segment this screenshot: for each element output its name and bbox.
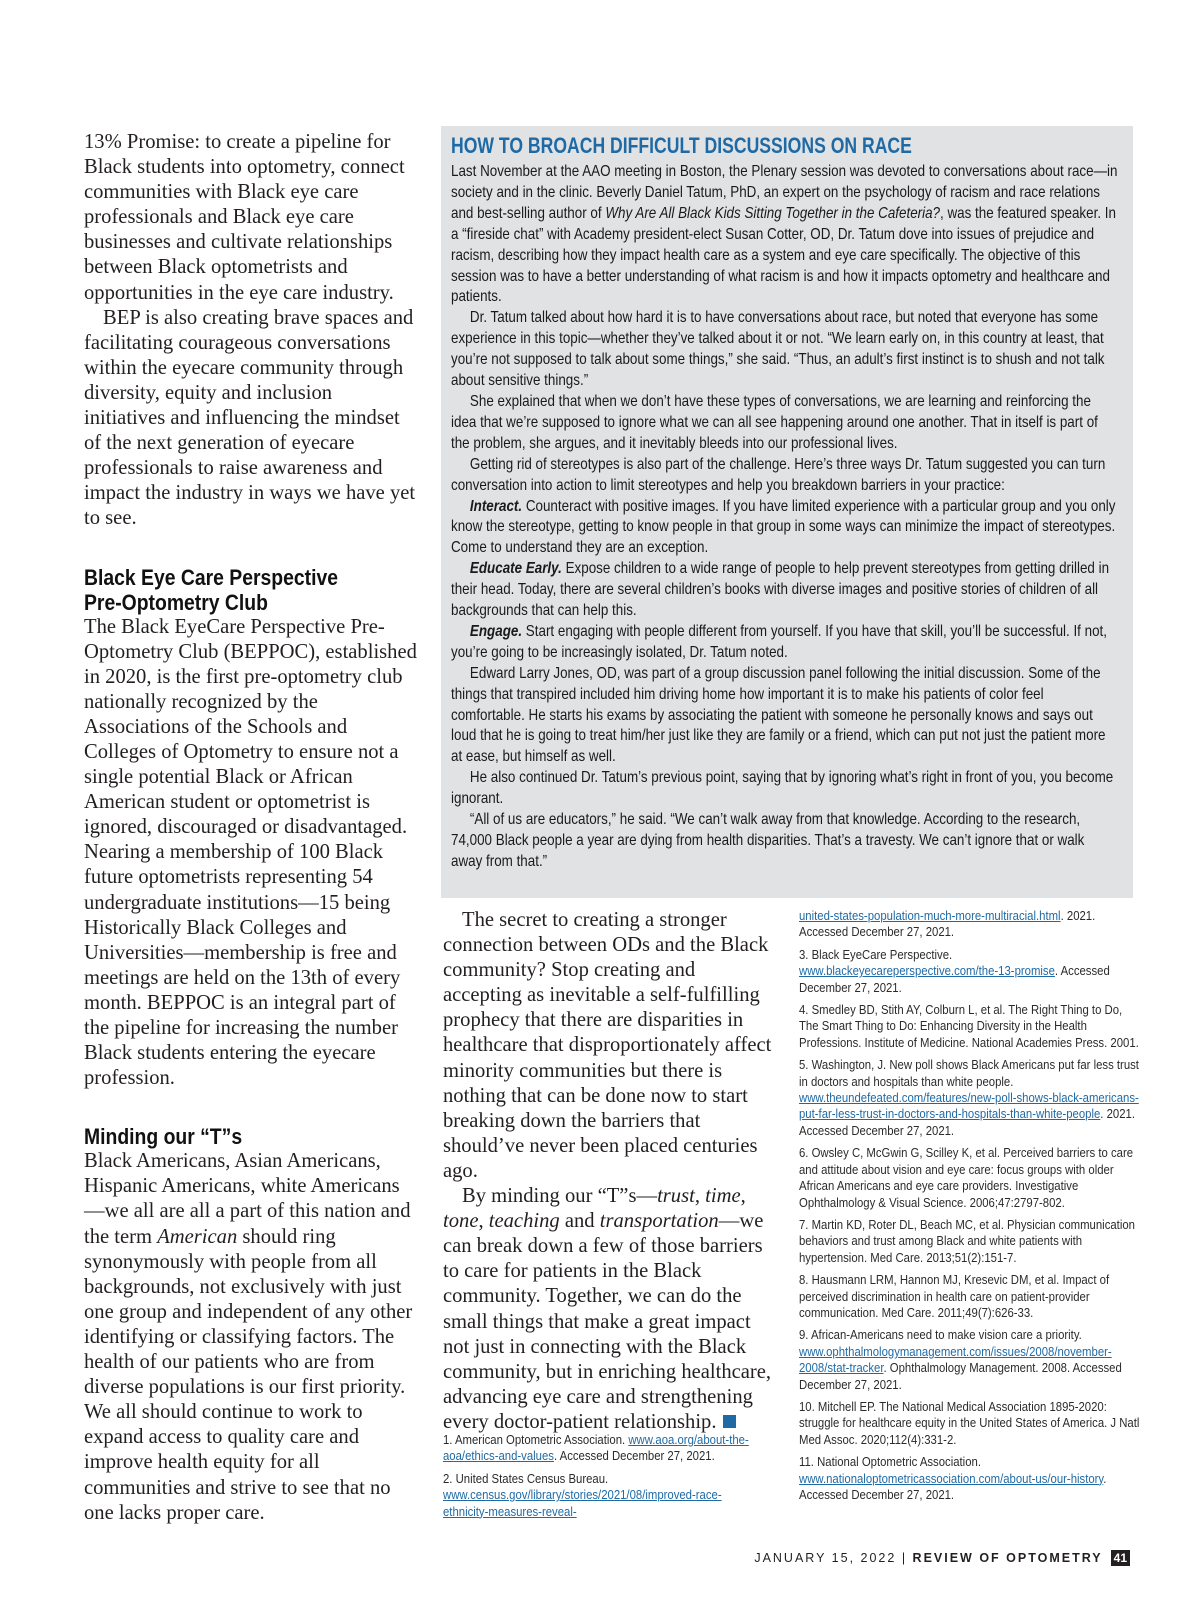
paragraph: The Black EyeCare Perspective Pre-Optometry Club (BEPPOC), established in 2020, is the first pre-optometry club nationally recognized by the Associations of the Schools and Colleges of Optometry to ensure not a single potential Black or African American student or optometrist is ignored, discouraged or disadvantaged. Nearing a membership of 100 Black future optometrists representing 54 undergraduate institutions—15 being Historically Black Colleges and Universities—membership is free and meetings are held on the 13th of every month. BEPPOC is an integral part of the pipeline for increasing the number Black students entering the eyecare profession.: [84, 615, 417, 1090]
text-run: —we can break down a few of those barriers to care for patients in the Black community. Together, we can do the small things that make a great impact not just in connecting with the Black community, but in enriching healthcare, advancing eye care and strengthening every doctor-patient relationship.: [443, 1210, 772, 1433]
text-run: Start engaging with people different from yourself. If you have that skill, you’ll be successful. If not, you’re going to be increasingly isolated, Dr. Tatum noted.: [451, 622, 1108, 661]
reference-item: 4. Smedley BD, Stith AY, Colburn L, et al. The Right Thing to Do, The Smart Thing to Do: Enhancing Diversity in the Health Professions. Institute of Medicine. National Academies Press. 2001.: [799, 1002, 1139, 1050]
sidebar-tip-interact: [451, 497, 1118, 560]
text-run: . 2021. Accessed December 27, 2021.: [799, 1106, 1136, 1138]
reference-link[interactable]: www.nationaloptometricassociation.com/about-us/our-history: [799, 1470, 1104, 1486]
reference-link[interactable]: www.aoa.org/about-the-aoa/ethics-and-values: [443, 1432, 749, 1464]
emphasis: time: [705, 1185, 741, 1208]
sidebar-box: [441, 126, 1133, 898]
reference-item: [799, 947, 1140, 996]
minding-ts-body: [84, 1149, 418, 1525]
text-run: Last November at the AAO meeting in Boston, the Plenary session was devoted to conversations about race—in society and in the clinic. Beverly Daniel Tatum, PhD, an expert on the psychology of racism and race relations and best-selling author of: [451, 163, 1118, 222]
reference-link[interactable]: united-states-population-much-more-multiracial.html: [799, 908, 1061, 923]
tip-label: Educate Early.: [469, 560, 562, 578]
sidebar-tip-educate: [451, 559, 1118, 622]
text-run: 3. Black EyeCare Perspective.: [799, 946, 953, 962]
sidebar-paragraph: Getting rid of stereotypes is also part of the challenge. Here’s three ways Dr. Tatum suggested you can turn conversation into action to limit stereotypes and help you breakdown barriers in your practice:: [451, 455, 1106, 494]
reference-item: [799, 1057, 1140, 1139]
left-body: [84, 130, 418, 532]
sidebar-paragraph: He also continued Dr. Tatum’s previous point, saying that by ignoring what’s right in front of you, you become ignorant.: [451, 769, 1114, 808]
sidebar-paragraph: “All of us are educators,” he said. “We can’t walk away from that knowledge. According to the research, 74,000 Black people a year are dying from health disparities. That’s a travesty. We can’t ignore that or walk away from that.”: [451, 811, 1085, 870]
text-run: . Ophthalmology Management. 2008. Accessed December 27, 2021.: [799, 1360, 1122, 1392]
text-run: Counteract with positive images. If you have limited experience with a particular group and you only know the stereotype, getting to know people in that group in some ways can minimize the impact of stereotypes. Come to understand they are an exception.: [451, 497, 1116, 557]
text-run: 2. United States Census Bureau.: [443, 1470, 609, 1486]
footer-separator: |: [896, 1551, 913, 1565]
middle-body: [443, 908, 773, 1435]
emphasis: tone: [443, 1210, 479, 1233]
text-run: . 2021. Accessed December 27, 2021.: [799, 908, 1096, 940]
emphasis: American: [157, 1225, 238, 1248]
text-run: should ring synonymously with people from all backgrounds, not exclusively with just one group and independent of any other identifying or classifying factors. The health of our patients who are from diverse populations is our first priority. We all should continue to work to expand access to quality care and improve health equity for all communities and strive to see that no one lacks proper care.: [84, 1225, 413, 1524]
reference-link[interactable]: www.ophthalmologymanagement.com/issues/2008/november-2008/stat-tracker: [799, 1343, 1112, 1376]
reference-item: 6. Owsley C, McGwin G, Scilley K, et al. Perceived barriers to care and attitude about vision and eye care: focus groups with older African Americans and eye care providers. Investigative Ophthalmology & Visual Science. 2006;47:2797-802.: [799, 1145, 1134, 1210]
reference-item: [443, 1432, 755, 1465]
tip-label: Interact.: [469, 497, 523, 515]
text-run: Expose children to a wide range of people to help prevent stereotypes from getting drilled in their head. Today, there are several children’s books with diverse images and positive stories of children of all backgrounds that can help this.: [451, 560, 1110, 620]
reference-item: 7. Martin KD, Roter DL, Beach MC, et al. Physician communication behaviors and trust among Black and white patients with hypertension. Med Care. 2013;51(2):151-7.: [799, 1216, 1135, 1265]
text-run: 9. African-Americans need to make vision care a priority.: [799, 1327, 1082, 1343]
end-mark-icon: [723, 1415, 736, 1428]
text-run: . Accessed December 27, 2021.: [799, 963, 1110, 995]
publication-name: REVIEW OF OPTOMETRY: [912, 1551, 1103, 1565]
text-run: 5. Washington, J. New poll shows Black Americans put far less trust in doctors and hospitals than white people.: [799, 1057, 1139, 1089]
reference-item: [799, 1454, 1140, 1503]
text-run: and: [559, 1210, 600, 1233]
reference-item: [799, 1327, 1140, 1393]
paragraph: [84, 1149, 418, 1525]
text-run: By minding our “T”s—: [462, 1185, 658, 1208]
reference-item: [799, 908, 1140, 941]
middle-column: [443, 908, 773, 1435]
sidebar-tip-engage: [451, 622, 1118, 664]
paragraph: 13% Promise: to create a pipeline for Black students into optometry, connect communities with Black eye care professionals and Black eye care businesses and cultivate relationships between Black optometrists and opportunities in the eye care industry.: [84, 131, 405, 304]
references-continued: [799, 908, 1140, 1509]
emphasis: transportation: [599, 1210, 719, 1233]
sidebar-paragraph: Dr. Tatum talked about how hard it is to have conversations about race, but noted that everyone has some experience in this topic—whether they’ve talked about it or not. “We learn early on, in this country at least, that you’re not supposed to talk about some things,” she said. “Thus, an adult’s first instinct is to shush and not talk about sensitive things.”: [451, 309, 1105, 390]
text-run: 11. National Optometric Association.: [799, 1454, 981, 1470]
reference-link[interactable]: www.theundefeated.com/features/new-poll-shows-black-americans-put-far-less-trust-in-doctors-and-hospitals-than-white-people: [799, 1090, 1139, 1122]
paragraph: [443, 1184, 773, 1435]
book-title: Why Are All Black Kids Sitting Together in the Cafeteria?: [605, 204, 941, 222]
page-footer: [754, 1550, 1130, 1566]
sidebar-title: HOW TO BROACH DIFFICULT DISCUSSIONS ON RACE: [451, 133, 912, 158]
text-run: Black Americans, Asian Americans, Hispanic Americans, white Americans—we all are all a part of this nation and the term: [84, 1150, 411, 1248]
references-start: [443, 1432, 755, 1526]
text-run: . Accessed December 27, 2021.: [553, 1448, 715, 1464]
reference-item: [443, 1471, 755, 1520]
emphasis: trust: [657, 1185, 695, 1208]
reference-item: 8. Hausmann LRM, Hannon MJ, Kresevic DM, et al. Impact of perceived discrimination in health care on patient-provider communication. Med Care. 2011;49(7):626-33.: [799, 1272, 1110, 1320]
text-run: , was the featured speaker. In a “fireside chat” with Academy president-elect Susan Cotter, OD, Dr. Tatum dove into issues of prejudice and racism, describing how they impact health care as a system and eye care specifically. The objective of this session was to have a better understanding of what racism is and how it impacts optometry and healthcare and patients.: [451, 204, 1116, 306]
reference-link[interactable]: www.blackeyecareperspective.com/the-13-promise: [799, 963, 1055, 979]
sidebar-paragraph: [451, 162, 1118, 308]
page-number: 41: [1111, 1550, 1130, 1566]
text-run: ,: [694, 1185, 706, 1208]
sidebar-paragraph: She explained that when we don’t have these types of conversations, we are learning and reinforcing the idea that we’re supposed to ignore what we can all see happening around one another. That in itself is part of the problem, she argues, and it inevitably bleeds into our professional lives.: [451, 392, 1098, 452]
tip-label: Engage.: [469, 622, 523, 640]
sidebar-paragraph: Edward Larry Jones, OD, was part of a group discussion panel following the initial discussion. Some of the things that transpired included him driving home how important it is to make his patients of color feel comfortable. He starts his exams by associating the patient with someone he personally knows and says out loud that he is going to treat him/her just like they are family or a friend, which can put not just the patient more at ease, but himself as well.: [451, 664, 1106, 766]
left-column: [84, 130, 418, 1526]
text-run: ,: [740, 1185, 746, 1208]
reference-link[interactable]: www.census.gov/library/stories/2021/08/improved-race-ethnicity-measures-reveal-: [443, 1487, 722, 1519]
paragraph: The secret to creating a stronger connection between ODs and the Black community? Stop creating and accepting as inevitable a self-fulfilling prophecy that there are disparities in healthcare that disproportionately affect minority communities but there is nothing that can be done now to start breaking down the barriers that should’ve never been placed centuries ago.: [443, 909, 772, 1182]
issue-date: JANUARY 15, 2022: [754, 1551, 897, 1565]
sidebar-body: [451, 162, 1118, 873]
text-run: 1. American Optometric Association.: [443, 1432, 629, 1447]
reference-item: 10. Mitchell EP. The National Medical Association 1895-2020: struggle for healthcare equity in the United States of America. J Natl Med Assoc. 2020;112(4):331-2.: [799, 1398, 1140, 1447]
section-heading-beppoc: Black Eye Care Perspective Pre-Optometry Club: [84, 564, 339, 615]
paragraph: BEP is also creating brave spaces and facilitating courageous conversations within the eyecare community through diversity, equity and inclusion initiatives and influencing the mindset of the next generation of eyecare professionals to raise awareness and impact the industry in ways we have yet to see.: [84, 306, 416, 530]
section-heading-minding-ts: Minding our “T”s: [84, 1124, 243, 1150]
text-run: ,: [478, 1210, 489, 1233]
text-run: . Accessed December 27, 2021.: [799, 1470, 1107, 1502]
emphasis: teaching: [488, 1210, 560, 1233]
beppoc-body: [84, 615, 418, 1092]
